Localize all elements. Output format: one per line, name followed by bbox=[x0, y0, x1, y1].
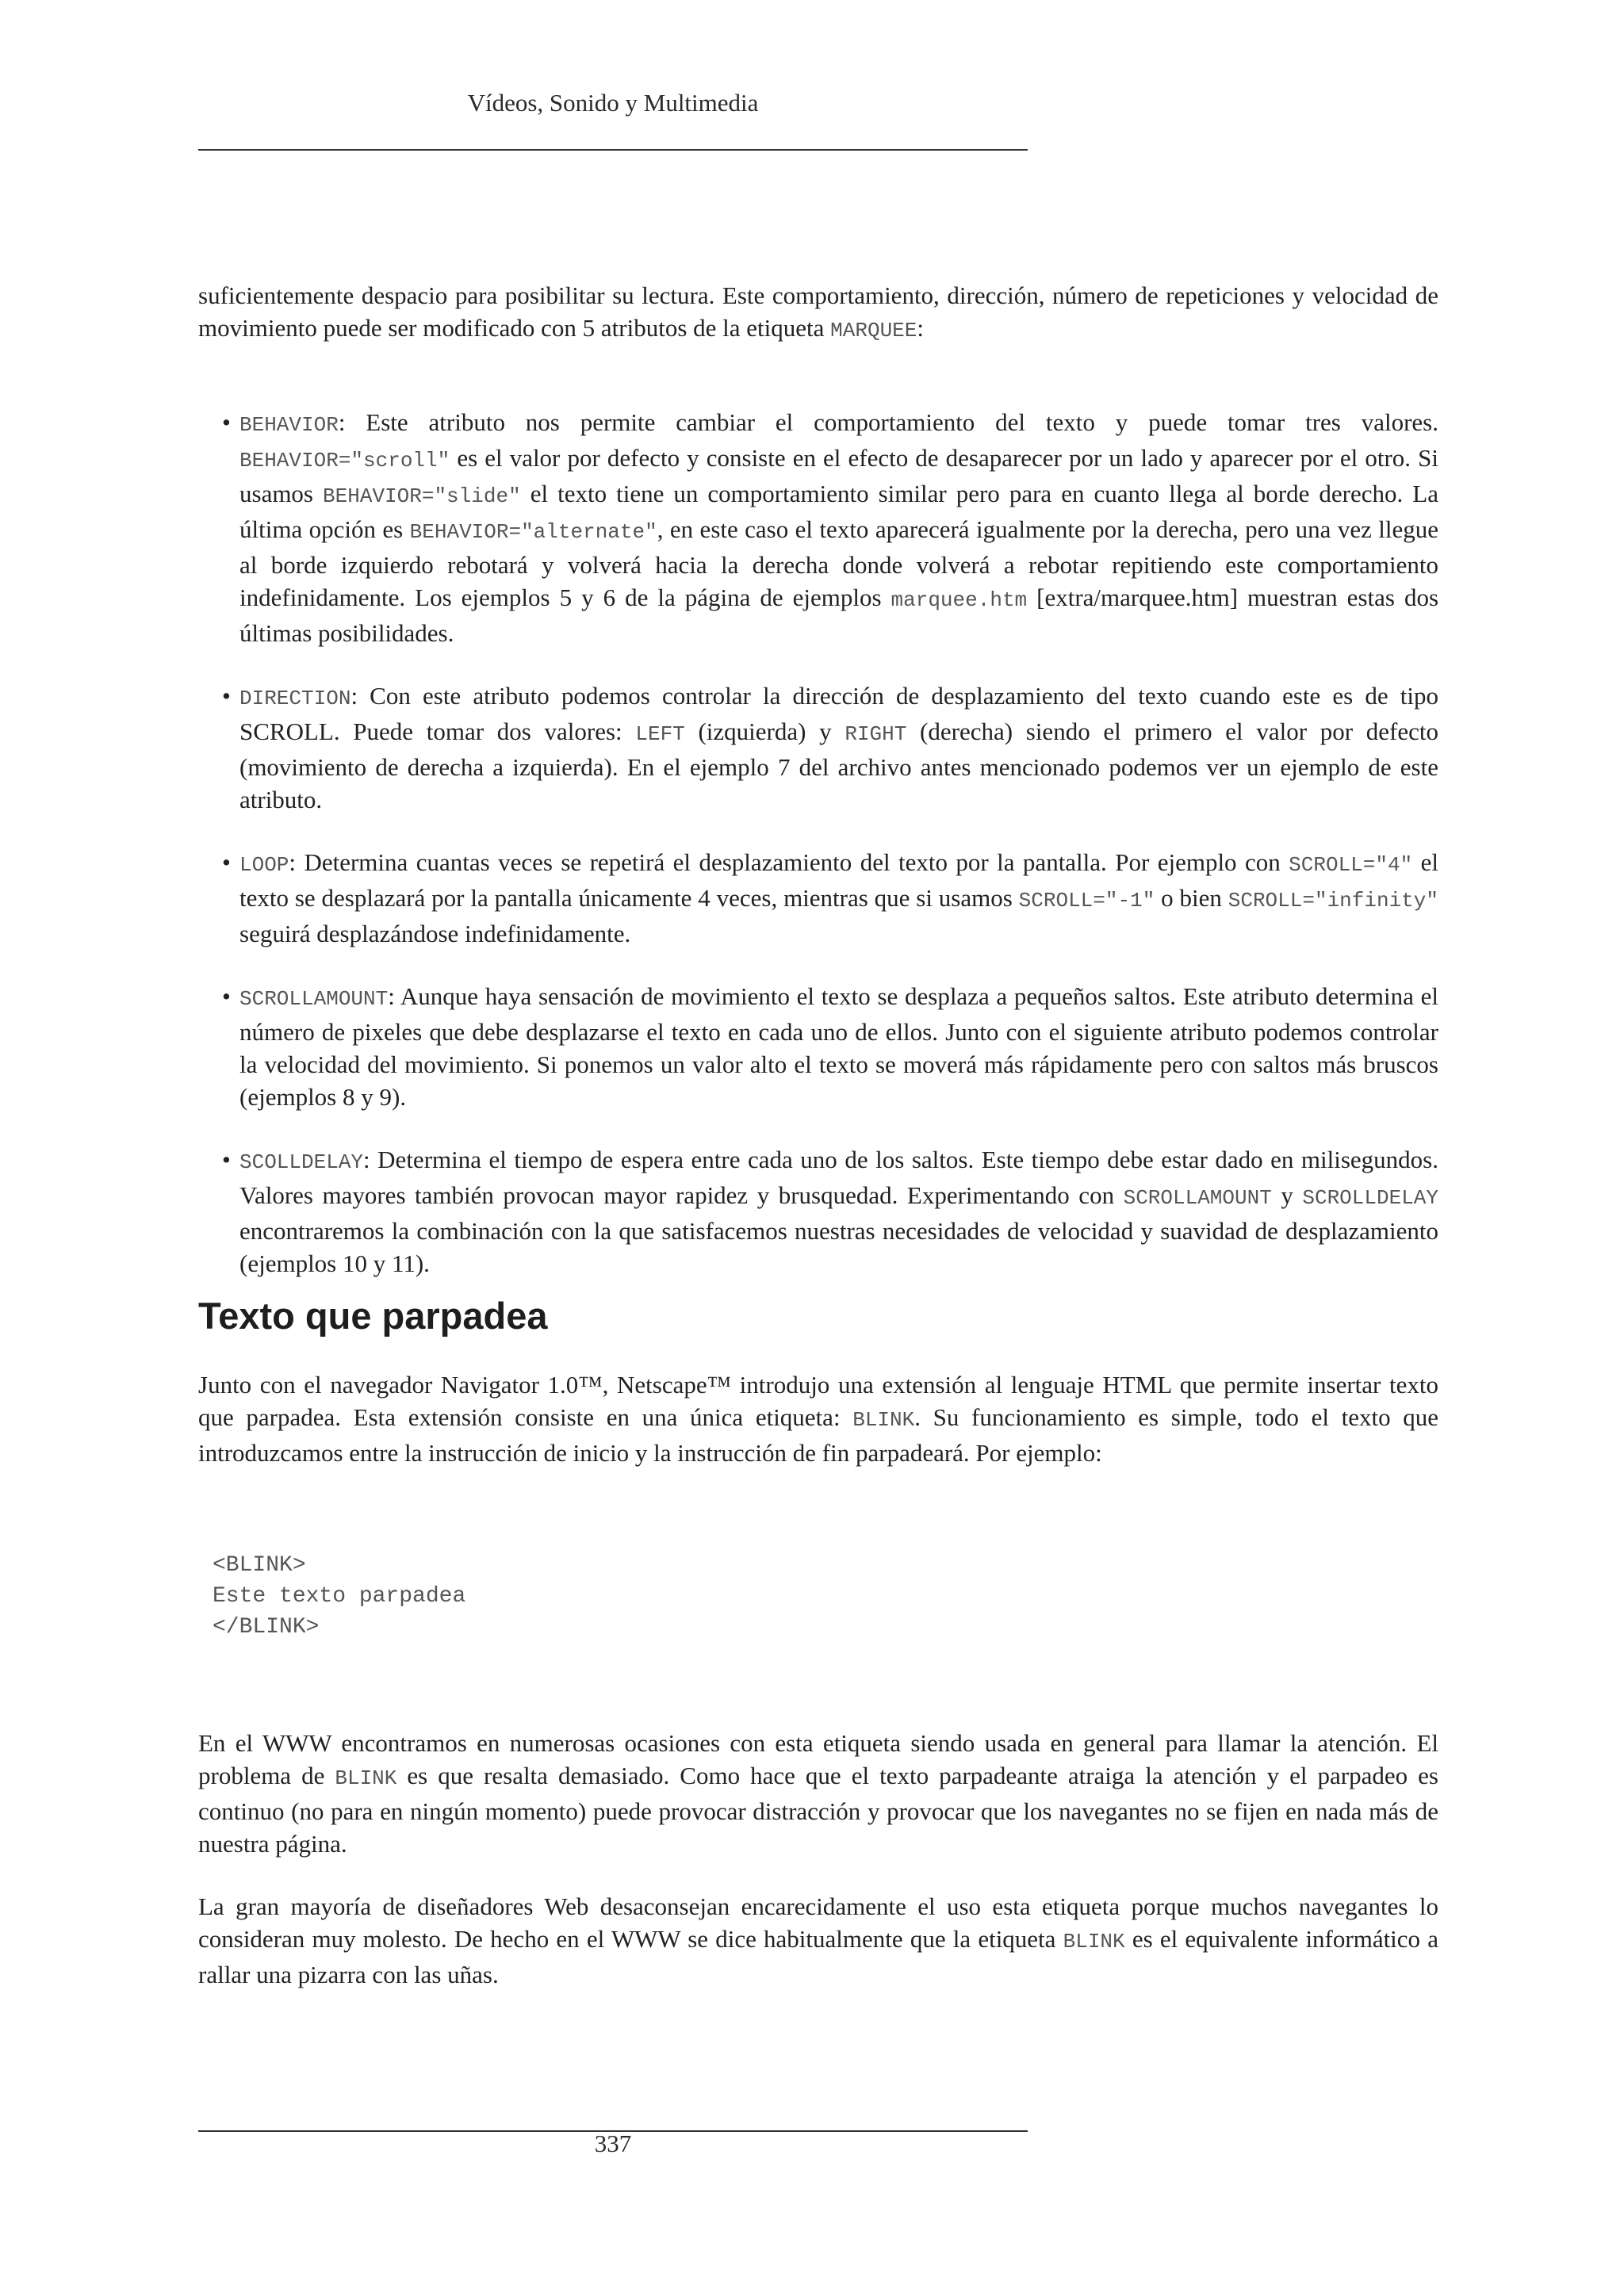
direction-text-3: (derecha) siendo el primero el valor por defecto (movimiento de derecha a izquierda). En el ejemplo 7 del archivo antes mencionado podemos ver un ejemplo de este atributo. bbox=[239, 718, 1438, 813]
code-scrollamount: SCROLLAMOUNT bbox=[239, 987, 389, 1011]
behavior-text-1: : Este atributo nos permite cambiar el comportamiento del texto y puede tomar tres valores. bbox=[338, 408, 1438, 436]
code-scrolldelay: SCROLLDELAY bbox=[1302, 1186, 1439, 1210]
code-scolldelay: SCOLLDELAY bbox=[239, 1150, 364, 1174]
code-direction: DIRECTION bbox=[239, 687, 351, 710]
bullet-icon: • bbox=[222, 982, 231, 1010]
list-item-scrollamount bbox=[198, 980, 1438, 1113]
code-behavior-slide: BEHAVIOR="slide" bbox=[323, 484, 521, 508]
intro-paragraph bbox=[198, 279, 1438, 347]
intro-text-2: : bbox=[917, 314, 925, 342]
code-marquee: MARQUEE bbox=[830, 319, 917, 342]
code-blink: BLINK bbox=[852, 1408, 915, 1432]
blink-intro-text-1: Junto con el navegador Navigator 1.0™, Netscape™ introdujo una extensión al lenguaje HTML que permite insertar texto que parpadea. Esta extensión consiste en una única etiqueta: bbox=[198, 1371, 1438, 1431]
behavior-text-3: el texto tiene un comportamiento similar pero para en cuanto llega al borde derecho. La última opción es bbox=[239, 480, 1438, 543]
section-heading: Texto que parpadea bbox=[198, 1295, 548, 1337]
code-scrollamount-2: SCROLLAMOUNT bbox=[1123, 1186, 1272, 1210]
code-example: <BLINK> Este texto parpadea </BLINK> bbox=[213, 1553, 466, 1640]
running-header: Vídeos, Sonido y Multimedia bbox=[467, 89, 759, 117]
code-blink-2: BLINK bbox=[335, 1766, 397, 1790]
list-item-direction bbox=[198, 679, 1438, 816]
www-text-2: es que resalta demasiado. Como hace que el texto parpadeante atraiga la atención y el parpadeo es continuo (no para en ningún momento) puede provocar distracción y provocar que los navegantes no se fijen en nada más de nuestra página. bbox=[198, 1762, 1438, 1858]
direction-text-2: (izquierda) y bbox=[684, 718, 845, 745]
paragraph-designers bbox=[198, 1890, 1438, 1991]
bullet-icon: • bbox=[222, 848, 231, 876]
loop-text-4: seguirá desplazándose indefinidamente. bbox=[239, 920, 631, 947]
behavior-text-4: , en este caso el texto aparecerá igualmente por la derecha, pero una vez llegue al borde izquierdo rebotará y volverá hacia la derecha donde volverá a rebotar repitiendo este comportamiento indefinidamente. Los ejemplos 5 y 6 de la página de ejemplos bbox=[239, 515, 1438, 611]
bullet-icon: • bbox=[222, 1146, 231, 1173]
www-text-1: En el WWW encontramos en numerosas ocasiones con esta etiqueta siendo usada en general para llamar la atención. El problema de bbox=[198, 1729, 1438, 1789]
bullet-icon: • bbox=[222, 408, 231, 436]
paragraph-www bbox=[198, 1727, 1438, 1860]
behavior-text-2: es el valor por defecto y consiste en el efecto de desaparecer por un lado y aparecer por el otro. Si usamos bbox=[239, 444, 1438, 507]
loop-text-2: el texto se desplazará por la pantalla únicamente 4 veces, mientras que si usamos bbox=[239, 848, 1438, 912]
scolldelay-text-3: encontraremos la combinación con la que satisfacemos nuestras necesidades de velocidad y suavidad de desplazamiento (ejemplos 10 y 11). bbox=[239, 1217, 1438, 1277]
list-item-behavior bbox=[198, 406, 1438, 649]
code-behavior: BEHAVIOR bbox=[239, 413, 339, 437]
designers-text-2: es el equivalente informático a rallar una pizarra con las uñas. bbox=[198, 1925, 1438, 1988]
list-item-scolldelay bbox=[198, 1143, 1438, 1280]
code-right: RIGHT bbox=[845, 722, 907, 746]
header-rule bbox=[198, 149, 1028, 151]
direction-text-1: : Con este atributo podemos controlar la dirección de desplazamiento del texto cuando este es de tipo SCROLL. Puede tomar dos valores: bbox=[239, 682, 1438, 745]
scolldelay-text-1: : Determina el tiempo de espera entre cada uno de los saltos. Este tiempo debe estar dado en milisegundos. Valores mayores también provocan mayor rapidez y brusquedad. Experimentando con bbox=[239, 1146, 1438, 1209]
link-marquee-htm[interactable]: marquee.htm bbox=[891, 588, 1028, 612]
code-blink-3: BLINK bbox=[1063, 1930, 1125, 1954]
page-number: 337 bbox=[594, 2130, 632, 2157]
blink-intro-paragraph bbox=[198, 1368, 1438, 1469]
bullet-icon: • bbox=[222, 682, 231, 710]
loop-text-1: : Determina cuantas veces se repetirá el desplazamiento del texto por la pantalla. Por ejemplo con bbox=[289, 848, 1289, 876]
intro-text-1: suficientemente despacio para posibilitar su lectura. Este comportamiento, dirección, número de repeticiones y velocidad de movimiento puede ser modificado con 5 atributos de la etiqueta bbox=[198, 281, 1438, 342]
attribute-list bbox=[198, 406, 1438, 1310]
blink-intro-text-2: . Su funcionamiento es simple, todo el texto que introduzcamos entre la instrucción de inicio y la instrucción de fin parpadeará. Por ejemplo: bbox=[198, 1403, 1438, 1467]
scrollamount-text: : Aunque haya sensación de movimiento el texto se desplaza a pequeños saltos. Este atributo determina el número de pixeles que debe desplazarse el texto en cada uno de ellos. Junto con el siguiente atributo podemos controlar la velocidad del movimiento. Si ponemos un valor alto el texto se moverá más rápidamente pero con saltos más bruscos (ejemplos 8 y 9). bbox=[239, 982, 1438, 1111]
code-behavior-scroll: BEHAVIOR="scroll" bbox=[239, 449, 450, 473]
designers-text-1: La gran mayoría de diseñadores Web desaconsejan encarecidamente el uso esta etiqueta porque muchos navegantes lo consideran muy molesto. De hecho en el WWW se dice habitualmente que la etiqueta bbox=[198, 1892, 1438, 1953]
code-loop: LOOP bbox=[239, 853, 289, 877]
closing-paragraphs bbox=[198, 1727, 1438, 2021]
code-left: LEFT bbox=[635, 722, 685, 746]
code-scroll-infinity: SCROLL="infinity" bbox=[1228, 889, 1438, 913]
behavior-text-5: [extra/marquee.htm] muestran estas dos últimas posibilidades. bbox=[239, 584, 1439, 647]
code-scroll-4: SCROLL="4" bbox=[1289, 853, 1413, 877]
code-behavior-alternate: BEHAVIOR="alternate" bbox=[409, 520, 657, 544]
loop-text-3: o bien bbox=[1155, 884, 1228, 912]
scolldelay-text-2: y bbox=[1271, 1181, 1303, 1209]
code-scroll-minus-1: SCROLL="-1" bbox=[1018, 889, 1155, 913]
list-item-loop bbox=[198, 846, 1438, 950]
